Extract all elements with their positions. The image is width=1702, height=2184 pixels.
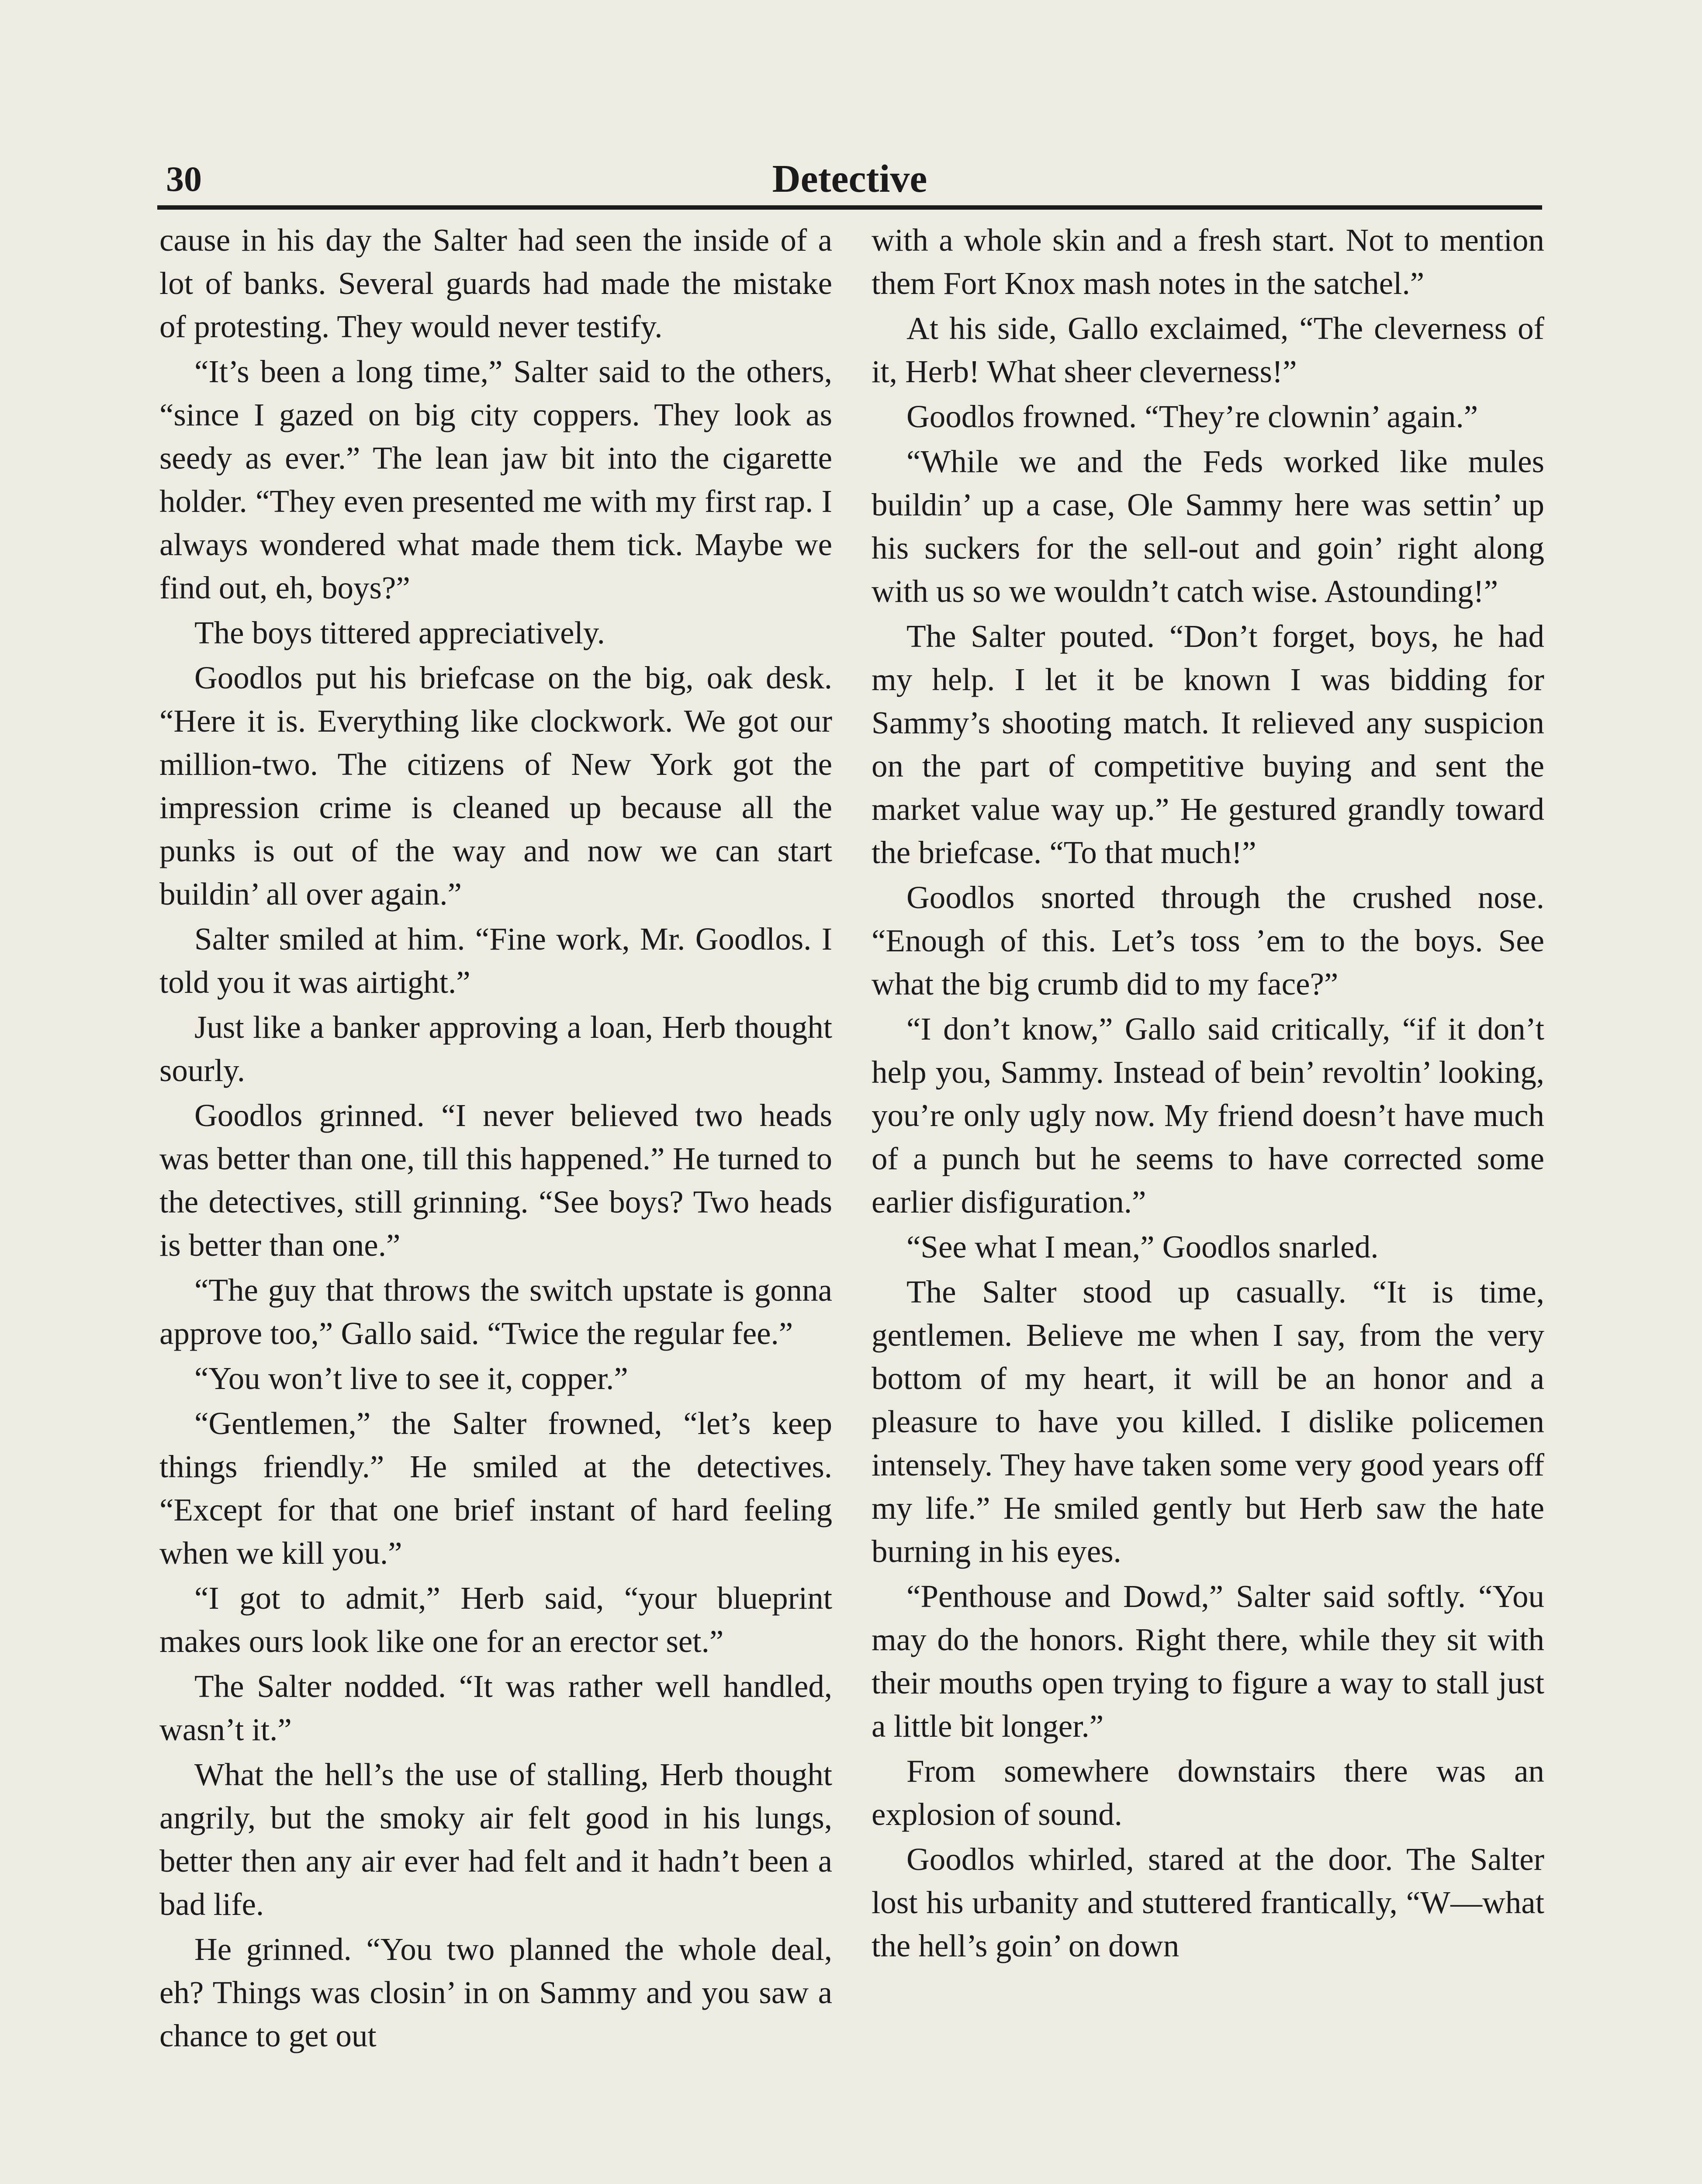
paragraph: “Gentlemen,” the Salter frowned, “let’s keep things friendly.” He smiled at the detectives. “Except for that one brief instant of hard feeling when we kill you.” [159,1406,832,1571]
paragraph: “The guy that throws the switch upstate is gonna approve too,” Gallo said. “Twice the regular fee.” [159,1272,832,1351]
paragraph: “I don’t know,” Gallo said critically, “if it don’t help you, Sammy. Instead of bein’ revoltin’ looking, you’re only ugly now. My friend doesn’t have much of a punch but he seems to have corrected some earlier disfiguration.” [872,1011,1544,1220]
paragraph: “You won’t live to see it, copper.” [194,1361,628,1396]
paragraph: “It’s been a long time,” Salter said to the others, “since I gazed on big city coppers. They look as seedy as ever.” The lean jaw bit into the cigarette holder. “They even presented me with my first rap. I always wondered what made them tick. Maybe we find out, eh, boys?” [159,354,832,605]
page-number: 30 [166,159,202,199]
paragraph: The Salter nodded. “It was rather well handled, wasn’t it.” [159,1669,832,1747]
paragraph: Goodlos put his briefcase on the big, oak desk. “Here it is. Everything like clockwork. We got our million-two. The citizens of New York got the impression crime is cleaned up because all the punks is out of the way and now we can start buildin’ all over again.” [159,660,832,912]
page-header [157,155,1542,212]
paragraph: From somewhere downstairs there was an explosion of sound. [872,1753,1544,1832]
paragraph: At his side, Gallo exclaimed, “The cleverness of it, Herb! What sheer cleverness!” [872,311,1544,389]
left-column [159,218,832,2184]
paragraph: Salter smiled at him. “Fine work, Mr. Goodlos. I told you it was airtight.” [159,921,832,1000]
paragraph: Goodlos whirled, stared at the door. The Salter lost his urbanity and stuttered frantically, “W—what the hell’s goin’ on down [872,1842,1544,1963]
paragraph: “While we and the Feds worked like mules buildin’ up a case, Ole Sammy here was settin’ up his suckers for the sell-out and goin’ right along with us so we wouldn’t catch wise. Astounding!” [872,444,1544,609]
paragraph: “Penthouse and Dowd,” Salter said softly. “You may do the honors. Right there, while they sit with their mouths open trying to figure a way to stall just a little bit longer.” [872,1579,1544,1744]
paragraph: The Salter stood up casually. “It is time, gentlemen. Believe me when I say, from the very bottom of my heart, it will be an honor and a pleasure to have you killed. I dislike policemen intensely. They have taken some very good years off my life.” He smiled gently but Herb saw the hate burning in his eyes. [872,1274,1544,1569]
paragraph: Just like a banker approving a loan, Herb thought sourly. [159,1009,832,1088]
magazine-title: Detective [772,157,927,200]
paragraph: with a whole skin and a fresh start. Not to mention them Fort Knox mash notes in the satchel.” [872,222,1544,301]
paragraph: He grinned. “You two planned the whole deal, eh? Things was closin’ in on Sammy and you saw a chance to get out [159,1932,832,2053]
paragraph: “See what I mean,” Goodlos snarled. [906,1229,1379,1265]
paragraph: Goodlos grinned. “I never believed two heads was better than one, till this happened.” He turned to the detectives, still grinning. “See boys? Two heads is better than one.” [159,1098,832,1263]
right-column [872,218,1544,2184]
paragraph: The boys tittered appreciatively. [194,615,605,650]
paragraph: cause in his day the Salter had seen the inside of a lot of banks. Several guards had made the mistake of protesting. They would never testify. [159,222,832,344]
header-rule [157,205,1542,210]
paragraph: The Salter pouted. “Don’t forget, boys, he had my help. I let it be known I was bidding for Sammy’s shooting match. It relieved any suspicion on the part of competitive buying and sent the market value way up.” He gestured grandly toward the briefcase. “To that much!” [872,619,1544,870]
paragraph: “I got to admit,” Herb said, “your blueprint makes ours look like one for an erector set.” [159,1580,832,1659]
paragraph: What the hell’s the use of stalling, Herb thought angrily, but the smoky air felt good in his lungs, better then any air ever had felt and it hadn’t been a bad life. [159,1757,832,1922]
paragraph: Goodlos frowned. “They’re clownin’ again.” [906,399,1478,434]
paragraph: Goodlos snorted through the crushed nose. “Enough of this. Let’s toss ’em to the boys. See what the big crumb did to my face?” [872,880,1544,1002]
